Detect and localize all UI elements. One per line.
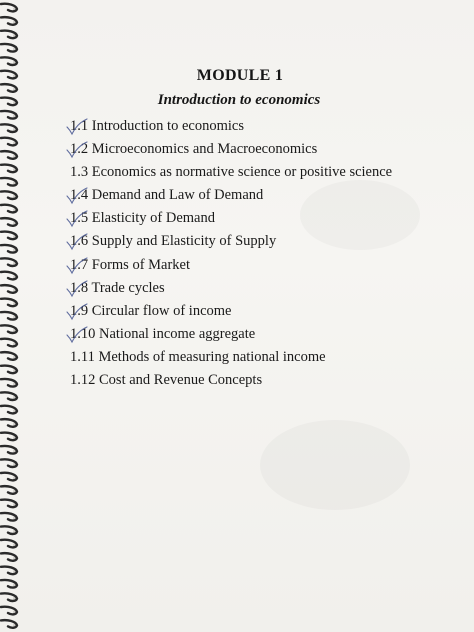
binding-coil xyxy=(1,392,17,400)
binding-coil xyxy=(1,406,17,414)
toc-item xyxy=(70,230,392,253)
toc-item-label: 1.1 Introduction to economics xyxy=(70,118,244,134)
binding-coil xyxy=(1,165,17,173)
toc-item-label: 1.6 Supply and Elasticity of Supply xyxy=(70,233,277,250)
binding-coil xyxy=(1,285,17,293)
toc-item xyxy=(70,300,392,323)
toc-item-label: 1.3 Economics as normative science or positive science xyxy=(70,164,393,181)
binding-coil xyxy=(1,352,17,360)
binding-coil xyxy=(1,84,17,92)
binding-coil xyxy=(1,124,17,132)
binding-coil xyxy=(1,191,17,199)
binding-coil xyxy=(1,111,17,119)
binding-coil xyxy=(1,325,17,333)
binding-coil xyxy=(1,312,17,320)
binding-coil xyxy=(1,178,17,186)
binding-coil xyxy=(1,620,17,628)
binding-coil xyxy=(1,580,17,588)
toc-item xyxy=(70,323,392,346)
binding-coil xyxy=(1,17,17,25)
binding-coil xyxy=(1,459,17,467)
binding-coil xyxy=(1,366,17,374)
toc-item xyxy=(70,138,392,161)
toc-item-label: 1.5 Elasticity of Demand xyxy=(70,210,215,227)
binding-coil xyxy=(1,419,17,427)
binding-coil xyxy=(1,433,17,441)
toc-item-label: 1.9 Circular flow of income xyxy=(70,302,232,319)
toc-item xyxy=(70,161,392,184)
binding-coil xyxy=(1,138,17,146)
binding-coil xyxy=(1,339,17,347)
binding-coil xyxy=(1,245,17,253)
binding-coil xyxy=(1,232,17,240)
binding-coil xyxy=(1,258,17,266)
binding-coil xyxy=(1,44,17,52)
binding-coil xyxy=(1,57,17,65)
binding-coil xyxy=(1,593,17,601)
binding-coil xyxy=(1,540,17,548)
binding-coil xyxy=(1,151,17,159)
binding-coil xyxy=(1,473,17,481)
binding-coil xyxy=(1,607,17,615)
binding-coil xyxy=(1,513,17,521)
toc-item xyxy=(70,369,392,392)
binding-coil xyxy=(1,486,17,494)
toc-item-label: 1.4 Demand and Law of Demand xyxy=(70,187,264,204)
binding-coil xyxy=(1,299,17,307)
toc-item-label: 1.8 Trade cycles xyxy=(70,279,165,296)
toc-item xyxy=(70,346,392,369)
toc-item xyxy=(70,254,392,277)
toc-item-label: 1.7 Forms of Market xyxy=(70,256,191,273)
module-subtitle: Introduction to economics xyxy=(157,92,321,108)
binding-coil xyxy=(1,500,17,508)
toc-item-label: 1.10 National income aggregate xyxy=(70,325,256,342)
binding-coil xyxy=(1,205,17,213)
toc-item-label: 1.2 Microeconomics and Macroeconomics xyxy=(70,141,318,158)
binding-coil xyxy=(1,553,17,561)
toc-item-label: 1.11 Methods of measuring national income xyxy=(70,348,326,365)
toc-item xyxy=(70,184,392,207)
toc-item xyxy=(70,207,392,230)
binding-coil xyxy=(1,446,17,454)
paper-texture xyxy=(260,420,410,510)
binding-coil xyxy=(1,218,17,226)
binding-coil xyxy=(1,272,17,280)
binding-coil xyxy=(1,31,17,39)
toc-item xyxy=(70,115,392,138)
toc-item xyxy=(70,277,392,300)
binding-coil xyxy=(1,4,17,12)
binding-coil xyxy=(1,567,17,575)
table-of-contents xyxy=(70,115,392,392)
binding-coil xyxy=(1,526,17,534)
toc-item-label: 1.12 Cost and Revenue Concepts xyxy=(70,372,263,389)
module-title: MODULE 1 xyxy=(196,67,284,84)
binding-coil xyxy=(1,379,17,387)
